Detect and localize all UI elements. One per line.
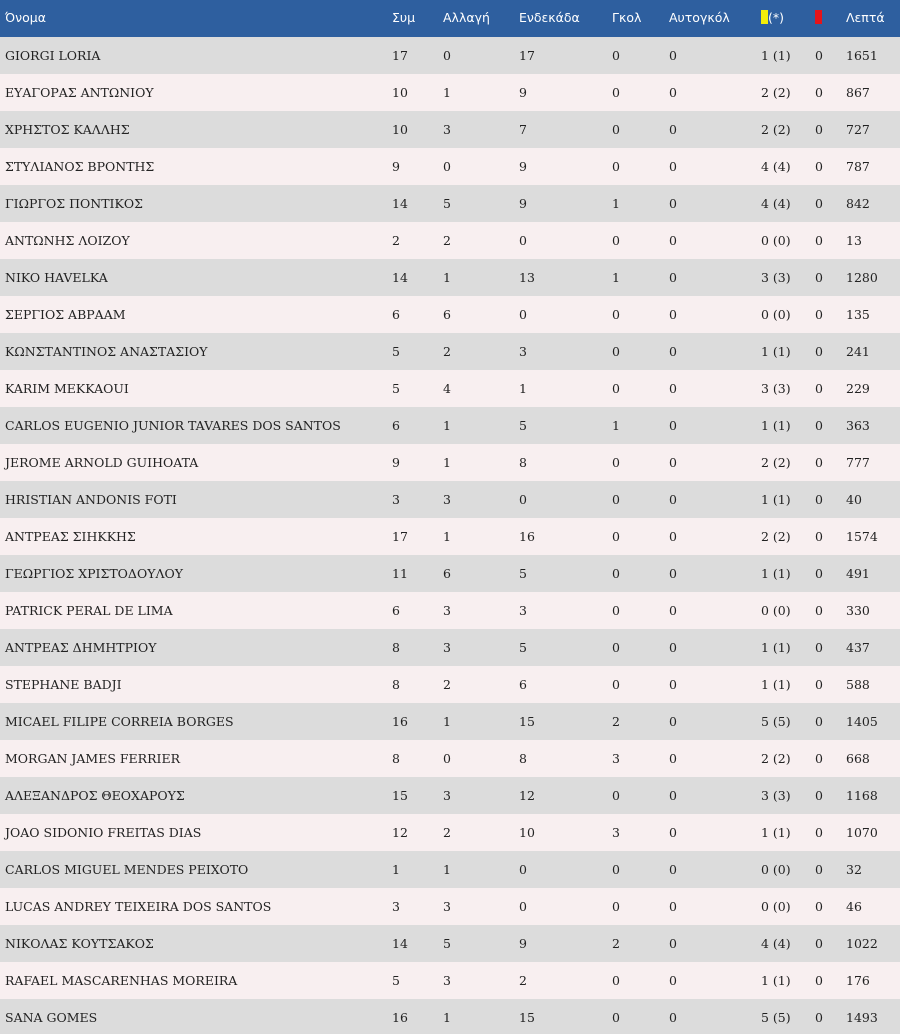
minutes-cell: 330 — [846, 603, 870, 618]
substitutions-cell: 1 — [443, 85, 451, 100]
player-name: STEPHANE BADJI — [5, 677, 122, 692]
minutes-cell: 437 — [846, 640, 870, 655]
red-cards-cell: 0 — [815, 677, 823, 692]
goals-cell: 3 — [612, 825, 620, 840]
goals-cell: 0 — [612, 973, 620, 988]
yellow-cards-cell: 4 (4) — [761, 936, 791, 951]
starting-cell: 0 — [519, 233, 527, 248]
player-name: ΝΙΚΟΛΑΣ ΚΟΥΤΣΑΚΟΣ — [5, 936, 154, 951]
player-name: JEROME ARNOLD GUIHOATA — [5, 455, 199, 470]
appearances-cell: 10 — [392, 122, 408, 137]
appearances-cell: 14 — [392, 936, 408, 951]
own-goals-cell: 0 — [669, 529, 677, 544]
header-appearances[interactable]: Συμ — [392, 9, 416, 25]
table-row[interactable] — [0, 962, 900, 999]
goals-cell: 0 — [612, 566, 620, 581]
red-cards-cell: 0 — [815, 381, 823, 396]
starting-cell: 9 — [519, 936, 527, 951]
yellow-cards-cell: 3 (3) — [761, 381, 791, 396]
minutes-cell: 13 — [846, 233, 862, 248]
yellow-cards-cell: 0 (0) — [761, 862, 791, 877]
table-row[interactable] — [0, 999, 900, 1034]
yellow-cards-cell: 1 (1) — [761, 825, 791, 840]
starting-cell: 3 — [519, 603, 527, 618]
goals-cell: 0 — [612, 899, 620, 914]
starting-cell: 13 — [519, 270, 535, 285]
player-name: JOAO SIDONIO FREITAS DIAS — [5, 825, 202, 840]
player-name: PATRICK PERAL DE LIMA — [5, 603, 173, 618]
starting-cell: 5 — [519, 418, 527, 433]
yellow-cards-cell: 1 (1) — [761, 344, 791, 359]
substitutions-cell: 2 — [443, 825, 451, 840]
own-goals-cell: 0 — [669, 159, 677, 174]
appearances-cell: 17 — [392, 48, 408, 63]
table-row[interactable] — [0, 925, 900, 962]
appearances-cell: 14 — [392, 196, 408, 211]
table-row[interactable] — [0, 851, 900, 888]
goals-cell: 1 — [612, 196, 620, 211]
starting-cell: 3 — [519, 344, 527, 359]
appearances-cell: 11 — [392, 566, 408, 581]
starting-cell: 8 — [519, 455, 527, 470]
appearances-cell: 5 — [392, 381, 400, 396]
yellow-cards-cell: 4 (4) — [761, 196, 791, 211]
minutes-cell: 787 — [846, 159, 870, 174]
starting-cell: 9 — [519, 196, 527, 211]
minutes-cell: 135 — [846, 307, 870, 322]
player-name: CARLOS MIGUEL MENDES PEIXOTO — [5, 862, 249, 877]
minutes-cell: 727 — [846, 122, 870, 137]
yellow-cards-cell: 2 (2) — [761, 529, 791, 544]
appearances-cell: 12 — [392, 825, 408, 840]
goals-cell: 1 — [612, 270, 620, 285]
own-goals-cell: 0 — [669, 936, 677, 951]
red-cards-cell: 0 — [815, 307, 823, 322]
appearances-cell: 3 — [392, 492, 400, 507]
red-cards-cell: 0 — [815, 862, 823, 877]
minutes-cell: 867 — [846, 85, 870, 100]
red-cards-cell: 0 — [815, 1010, 823, 1025]
player-name: ΕΥΑΓΟΡΑΣ ΑΝΤΩΝΙΟΥ — [5, 85, 154, 100]
substitutions-cell: 0 — [443, 159, 451, 174]
own-goals-cell: 0 — [669, 344, 677, 359]
appearances-cell: 9 — [392, 455, 400, 470]
starting-cell: 7 — [519, 122, 527, 137]
player-name: ΑΝΤΩΝΗΣ ΛΟΙΖΟΥ — [5, 233, 130, 248]
player-name: ΓΙΩΡΓΟΣ ΠΟΝΤΙΚΟΣ — [5, 196, 143, 211]
player-name: LUCAS ANDREY TEIXEIRA DOS SANTOS — [5, 899, 272, 914]
yellow-cards-cell: 1 (1) — [761, 566, 791, 581]
substitutions-cell: 3 — [443, 899, 451, 914]
substitutions-cell: 2 — [443, 344, 451, 359]
substitutions-cell: 3 — [443, 788, 451, 803]
table-row[interactable] — [0, 703, 900, 740]
appearances-cell: 10 — [392, 85, 408, 100]
own-goals-cell: 0 — [669, 603, 677, 618]
minutes-cell: 40 — [846, 492, 862, 507]
minutes-cell: 1405 — [846, 714, 878, 729]
table-header-row — [0, 0, 900, 37]
starting-cell: 10 — [519, 825, 535, 840]
minutes-cell: 668 — [846, 751, 870, 766]
yellow-cards-cell: 0 (0) — [761, 233, 791, 248]
table-row[interactable] — [0, 555, 900, 592]
yellow-cards-cell: 0 (0) — [761, 603, 791, 618]
yellow-cards-cell: 1 (1) — [761, 677, 791, 692]
red-cards-cell: 0 — [815, 529, 823, 544]
appearances-cell: 8 — [392, 751, 400, 766]
minutes-cell: 1651 — [846, 48, 878, 63]
player-name: ΑΛΕΞΑΝΔΡΟΣ ΘΕΟΧΑΡΟΥΣ — [5, 788, 185, 803]
yellow-cards-cell: 2 (2) — [761, 85, 791, 100]
player-name: NIKO HAVELKA — [5, 270, 108, 285]
appearances-cell: 14 — [392, 270, 408, 285]
substitutions-cell: 0 — [443, 751, 451, 766]
substitutions-cell: 1 — [443, 714, 451, 729]
table-row[interactable] — [0, 814, 900, 851]
minutes-cell: 1574 — [846, 529, 878, 544]
table-row[interactable] — [0, 296, 900, 333]
appearances-cell: 5 — [392, 973, 400, 988]
table-row[interactable] — [0, 333, 900, 370]
substitutions-cell: 1 — [443, 270, 451, 285]
player-name: HRISTIAN ANDONIS FOTI — [5, 492, 177, 507]
yellow-cards-cell: 2 (2) — [761, 455, 791, 470]
red-cards-cell: 0 — [815, 344, 823, 359]
player-name: MICAEL FILIPE CORREIA BORGES — [5, 714, 234, 729]
substitutions-cell: 5 — [443, 196, 451, 211]
goals-cell: 0 — [612, 344, 620, 359]
red-cards-cell: 0 — [815, 788, 823, 803]
minutes-cell: 1022 — [846, 936, 878, 951]
own-goals-cell: 0 — [669, 973, 677, 988]
player-name: ΓΕΩΡΓΙΟΣ ΧΡΙΣΤΟΔΟΥΛΟΥ — [5, 566, 183, 581]
table-row[interactable] — [0, 444, 900, 481]
header-minutes[interactable]: Λεπτά — [846, 9, 885, 25]
appearances-cell: 8 — [392, 677, 400, 692]
yellow-cards-cell: 3 (3) — [761, 270, 791, 285]
player-name: ΑΝΤΡΕΑΣ ΣΙΗΚΚΗΣ — [5, 529, 136, 544]
substitutions-cell: 4 — [443, 381, 451, 396]
starting-cell: 8 — [519, 751, 527, 766]
header-yellow-cards[interactable] — [761, 0, 815, 37]
table-row[interactable] — [0, 37, 900, 74]
red-cards-cell: 0 — [815, 603, 823, 618]
minutes-cell: 32 — [846, 862, 862, 877]
minutes-cell: 1168 — [846, 788, 878, 803]
goals-cell: 2 — [612, 714, 620, 729]
substitutions-cell: 1 — [443, 455, 451, 470]
own-goals-cell: 0 — [669, 196, 677, 211]
goals-cell: 0 — [612, 233, 620, 248]
goals-cell: 0 — [612, 381, 620, 396]
appearances-cell: 3 — [392, 899, 400, 914]
red-cards-cell: 0 — [815, 455, 823, 470]
red-cards-cell: 0 — [815, 159, 823, 174]
table-row[interactable] — [0, 740, 900, 777]
yellow-cards-cell: 2 (2) — [761, 751, 791, 766]
table-body — [0, 37, 900, 1034]
red-cards-cell: 0 — [815, 936, 823, 951]
red-cards-cell: 0 — [815, 48, 823, 63]
substitutions-cell: 3 — [443, 603, 451, 618]
own-goals-cell: 0 — [669, 307, 677, 322]
substitutions-cell: 3 — [443, 640, 451, 655]
minutes-cell: 1070 — [846, 825, 878, 840]
appearances-cell: 9 — [392, 159, 400, 174]
red-cards-cell: 0 — [815, 418, 823, 433]
yellow-cards-cell: 1 (1) — [761, 640, 791, 655]
substitutions-cell: 1 — [443, 862, 451, 877]
table-row[interactable] — [0, 259, 900, 296]
starting-cell: 5 — [519, 640, 527, 655]
starting-cell: 0 — [519, 307, 527, 322]
red-cards-cell: 0 — [815, 196, 823, 211]
starting-cell: 16 — [519, 529, 535, 544]
own-goals-cell: 0 — [669, 122, 677, 137]
goals-cell: 0 — [612, 603, 620, 618]
minutes-cell: 1280 — [846, 270, 878, 285]
table-row[interactable] — [0, 629, 900, 666]
yellow-cards-cell: 1 (1) — [761, 48, 791, 63]
minutes-cell: 363 — [846, 418, 870, 433]
minutes-cell: 777 — [846, 455, 870, 470]
appearances-cell: 15 — [392, 788, 408, 803]
substitutions-cell: 1 — [443, 418, 451, 433]
red-cards-cell: 0 — [815, 751, 823, 766]
table-row[interactable] — [0, 407, 900, 444]
substitutions-cell: 6 — [443, 566, 451, 581]
starting-cell: 17 — [519, 48, 535, 63]
yellow-cards-cell: 5 (5) — [761, 714, 791, 729]
table-row[interactable] — [0, 370, 900, 407]
substitutions-cell: 3 — [443, 973, 451, 988]
appearances-cell: 8 — [392, 640, 400, 655]
red-cards-cell: 0 — [815, 233, 823, 248]
player-name: ΚΩΝΣΤΑΝΤΙΝΟΣ ΑΝΑΣΤΑΣΙΟΥ — [5, 344, 208, 359]
yellow-card-icon — [761, 10, 768, 24]
minutes-cell: 491 — [846, 566, 870, 581]
yellow-cards-cell: 5 (5) — [761, 1010, 791, 1025]
goals-cell: 0 — [612, 122, 620, 137]
substitutions-cell: 3 — [443, 492, 451, 507]
substitutions-cell: 2 — [443, 233, 451, 248]
red-cards-cell: 0 — [815, 566, 823, 581]
table-row[interactable] — [0, 111, 900, 148]
red-cards-cell: 0 — [815, 825, 823, 840]
red-card-icon — [815, 10, 822, 24]
minutes-cell: 229 — [846, 381, 870, 396]
minutes-cell: 46 — [846, 899, 862, 914]
yellow-cards-cell: 1 (1) — [761, 418, 791, 433]
goals-cell: 0 — [612, 492, 620, 507]
minutes-cell: 176 — [846, 973, 870, 988]
goals-cell: 0 — [612, 159, 620, 174]
minutes-cell: 241 — [846, 344, 870, 359]
own-goals-cell: 0 — [669, 48, 677, 63]
appearances-cell: 2 — [392, 233, 400, 248]
appearances-cell: 6 — [392, 603, 400, 618]
red-cards-cell: 0 — [815, 714, 823, 729]
table-row[interactable] — [0, 518, 900, 555]
goals-cell: 1 — [612, 418, 620, 433]
starting-cell: 6 — [519, 677, 527, 692]
own-goals-cell: 0 — [669, 492, 677, 507]
own-goals-cell: 0 — [669, 85, 677, 100]
goals-cell: 0 — [612, 85, 620, 100]
yellow-cards-cell: 4 (4) — [761, 159, 791, 174]
player-name: ΣΤΥΛΙΑΝΟΣ ΒΡΟΝΤΗΣ — [5, 159, 155, 174]
player-name: MORGAN JAMES FERRIER — [5, 751, 180, 766]
goals-cell: 0 — [612, 529, 620, 544]
player-name: ΑΝΤΡΕΑΣ ΔΗΜΗΤΡΙΟΥ — [5, 640, 157, 655]
red-cards-cell: 0 — [815, 640, 823, 655]
substitutions-cell: 1 — [443, 529, 451, 544]
appearances-cell: 17 — [392, 529, 408, 544]
own-goals-cell: 0 — [669, 825, 677, 840]
goals-cell: 3 — [612, 751, 620, 766]
table-row[interactable] — [0, 777, 900, 814]
own-goals-cell: 0 — [669, 1010, 677, 1025]
appearances-cell: 1 — [392, 862, 400, 877]
yellow-cards-cell: 2 (2) — [761, 122, 791, 137]
yellow-cards-cell: 0 (0) — [761, 899, 791, 914]
starting-cell: 1 — [519, 381, 527, 396]
goals-cell: 0 — [612, 307, 620, 322]
table-row[interactable] — [0, 185, 900, 222]
goals-cell: 2 — [612, 936, 620, 951]
minutes-cell: 588 — [846, 677, 870, 692]
player-name: CARLOS EUGENIO JUNIOR TAVARES DOS SANTOS — [5, 418, 341, 433]
red-cards-cell: 0 — [815, 270, 823, 285]
goals-cell: 0 — [612, 862, 620, 877]
red-cards-cell: 0 — [815, 899, 823, 914]
player-name: RAFAEL MASCARENHAS MOREIRA — [5, 973, 238, 988]
header-name[interactable]: Όνομα — [5, 9, 46, 25]
starting-cell: 15 — [519, 714, 535, 729]
yellow-cards-cell: 3 (3) — [761, 788, 791, 803]
goals-cell: 0 — [612, 788, 620, 803]
yellow-cards-cell: 1 (1) — [761, 492, 791, 507]
substitutions-cell: 3 — [443, 122, 451, 137]
substitutions-cell: 6 — [443, 307, 451, 322]
header-own-goals[interactable]: Αυτογκόλ — [669, 9, 730, 25]
header-substitutions[interactable]: Αλλαγή — [443, 9, 490, 25]
substitutions-cell: 2 — [443, 677, 451, 692]
red-cards-cell: 0 — [815, 492, 823, 507]
table-row[interactable] — [0, 222, 900, 259]
red-cards-cell: 0 — [815, 85, 823, 100]
table-row[interactable] — [0, 74, 900, 111]
starting-cell: 0 — [519, 862, 527, 877]
table-row[interactable] — [0, 666, 900, 703]
substitutions-cell: 5 — [443, 936, 451, 951]
header-yellow-suffix: (*) — [768, 9, 785, 25]
starting-cell: 0 — [519, 492, 527, 507]
appearances-cell: 6 — [392, 307, 400, 322]
own-goals-cell: 0 — [669, 714, 677, 729]
table-row[interactable] — [0, 481, 900, 518]
goals-cell: 0 — [612, 1010, 620, 1025]
player-name: GIORGI LORIA — [5, 48, 101, 63]
appearances-cell: 6 — [392, 418, 400, 433]
minutes-cell: 842 — [846, 196, 870, 211]
yellow-cards-cell: 1 (1) — [761, 973, 791, 988]
own-goals-cell: 0 — [669, 381, 677, 396]
own-goals-cell: 0 — [669, 455, 677, 470]
appearances-cell: 16 — [392, 714, 408, 729]
appearances-cell: 16 — [392, 1010, 408, 1025]
table-row[interactable] — [0, 888, 900, 925]
own-goals-cell: 0 — [669, 862, 677, 877]
starting-cell: 9 — [519, 159, 527, 174]
starting-cell: 9 — [519, 85, 527, 100]
substitutions-cell: 0 — [443, 48, 451, 63]
starting-cell: 0 — [519, 899, 527, 914]
header-starting[interactable]: Ενδεκάδα — [519, 9, 580, 25]
own-goals-cell: 0 — [669, 418, 677, 433]
appearances-cell: 5 — [392, 344, 400, 359]
goals-cell: 0 — [612, 455, 620, 470]
own-goals-cell: 0 — [669, 677, 677, 692]
minutes-cell: 1493 — [846, 1010, 878, 1025]
player-name: ΧΡΗΣΤΟΣ ΚΑΛΛΗΣ — [5, 122, 130, 137]
red-cards-cell: 0 — [815, 973, 823, 988]
starting-cell: 12 — [519, 788, 535, 803]
yellow-cards-cell: 0 (0) — [761, 307, 791, 322]
own-goals-cell: 0 — [669, 899, 677, 914]
starting-cell: 15 — [519, 1010, 535, 1025]
starting-cell: 5 — [519, 566, 527, 581]
own-goals-cell: 0 — [669, 270, 677, 285]
substitutions-cell: 1 — [443, 1010, 451, 1025]
table-row[interactable] — [0, 148, 900, 185]
player-name: KARIM MEKKAOUI — [5, 381, 129, 396]
own-goals-cell: 0 — [669, 233, 677, 248]
starting-cell: 2 — [519, 973, 527, 988]
header-red-cards[interactable] — [815, 0, 846, 37]
red-cards-cell: 0 — [815, 122, 823, 137]
own-goals-cell: 0 — [669, 566, 677, 581]
own-goals-cell: 0 — [669, 751, 677, 766]
header-goals[interactable]: Γκολ — [612, 9, 642, 25]
player-name: ΣΕΡΓΙΟΣ ΑΒΡΑΑΜ — [5, 307, 126, 322]
goals-cell: 0 — [612, 48, 620, 63]
goals-cell: 0 — [612, 640, 620, 655]
own-goals-cell: 0 — [669, 788, 677, 803]
table-row[interactable] — [0, 592, 900, 629]
own-goals-cell: 0 — [669, 640, 677, 655]
goals-cell: 0 — [612, 677, 620, 692]
player-name: SANA GOMES — [5, 1010, 98, 1025]
